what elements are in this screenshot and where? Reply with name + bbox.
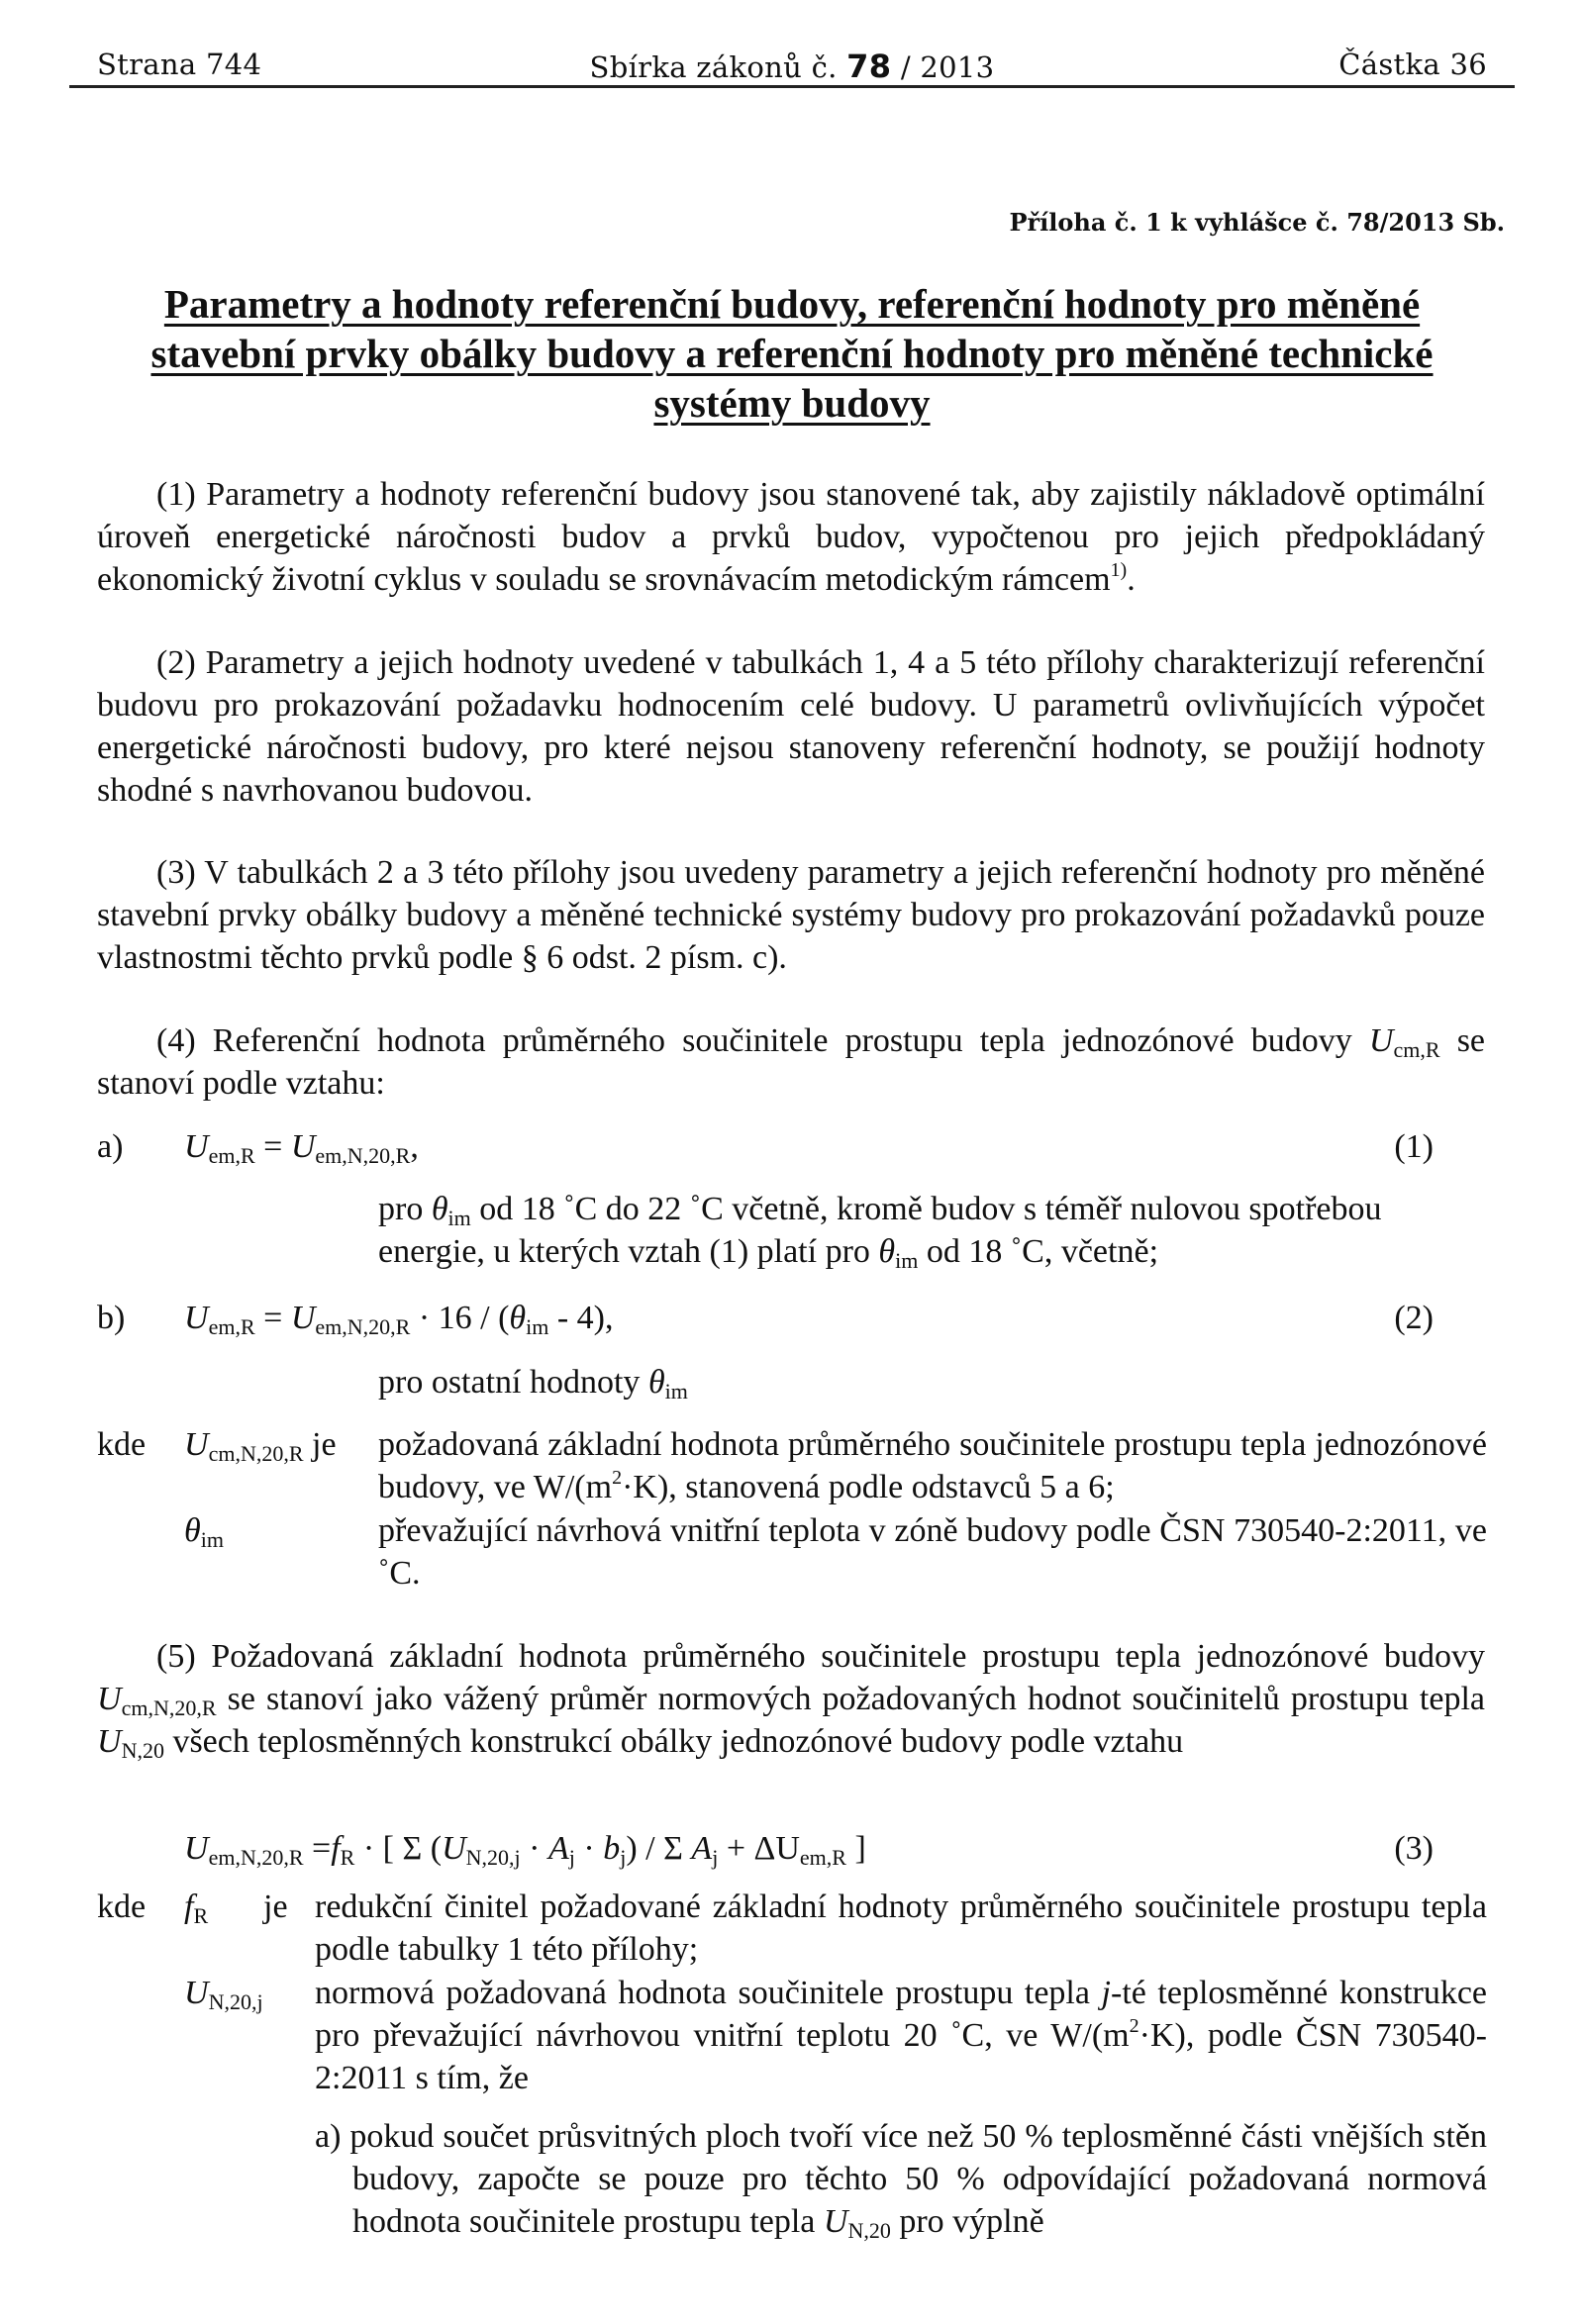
- where-1-definition-theta: převažující návrhová vnitřní teplota v zóně budovy podle ČSN 730540-2:2011, ve ˚C.: [378, 1512, 1487, 1592]
- page-number: Strana 744: [97, 48, 262, 81]
- equation-1-number: (1): [1394, 1128, 1434, 1165]
- paragraph-1: (1) Parametry a hodnoty referenční budovy jsou stanovené tak, aby zajistily nákladově optimální úroveň energetické náročnosti budov a prvků budov, vypočtenou pro jejich předpokládaný ekonomický životní cyklus v souladu se srovnávacím metodickým rámcem$^{1)}$.: [97, 476, 1485, 598]
- list-item-a: a) pokud součet průsvitných ploch tvoří více než 50 % teplosměnné části vnějších stěn budovy, započte se pouze pro těchto 50 % odpovídající požadovaná normová hodnota součinitele prostupu tepla $U_{N,20}$ pro výplně: [315, 2118, 1487, 2243]
- section-number: Částka 36: [1338, 48, 1487, 81]
- where-label-2: kde: [97, 1888, 147, 1925]
- where-label-1: kde: [97, 1426, 147, 1463]
- equation-3: $U_{em,N,20,R} =f_R$ · [ Σ $(U_{N,20,j} \cdot A_j \cdot b_j) / \Sigma$ $A_j + \Delta U_{em,R}$ ]: [184, 1830, 866, 1870]
- where-2-definition-un20j: normová požadovaná hodnota součinitele prostupu tepla j-té teplosměnné konstrukce pro převažující návrhovou vnitřní teplotu 20 ˚C, ve $W/(m^2\cdot K)$, podle ČSN 730540-2:2011 s tím, že: [315, 1975, 1488, 2096]
- equation-1: $U_{em,R} = U_{em,N,20,R}$,: [184, 1128, 419, 1168]
- collection-number: 78: [846, 48, 892, 85]
- where-1-definition-ucm: požadovaná základní hodnota průměrného součinitele prostupu tepla jednozónové budovy, ve $W/(m^2\cdot K)$, stanovená podle odstavců 5 a 6;: [378, 1426, 1487, 1505]
- equation-3-number: (3): [1394, 1830, 1434, 1867]
- page-header: [69, 36, 1515, 88]
- where-2-je: je: [263, 1888, 288, 1925]
- equation-b-label: b): [97, 1300, 126, 1336]
- equation-2-condition: pro ostatní hodnoty $\theta_{im}$: [378, 1364, 688, 1404]
- equation-1-condition-line-2: energie, u kterých vztah (1) platí pro $\theta_{im}$ od 18 ˚C, včetně;: [378, 1233, 1159, 1273]
- footnote-ref: 1): [1110, 559, 1128, 581]
- where-1-symbol-theta: $\theta_{im}$: [184, 1512, 224, 1552]
- where-2-symbol-un20j: $U_{N,20,j}$: [184, 1975, 263, 2014]
- annex-label: Příloha č. 1 k vyhlášce č. 78/2013 Sb.: [1009, 208, 1505, 237]
- paragraph-4: (4) Referenční hodnota průměrného součinitele prostupu tepla jednozónové budovy $U_{cm,R}$ se stanoví podle vztahu:: [97, 1022, 1486, 1102]
- paragraph-2: (2) Parametry a jejich hodnoty uvedené v tabulkách 1, 4 a 5 této přílohy charakterizují referenční budovu pro prokazování požadavku hodnocením celé budovy. U parametrů ovlivňujících výpočet energetické náročnosti budovy, pro které nejsou stanoveny referenční hodnoty, se použijí hodnoty shodné s navrhovanou budovou.: [97, 644, 1485, 809]
- document-title: Parametry a hodnoty referenční budovy, referenční hodnoty pro měněné stavební prvky obálky budovy a referenční hodnoty pro měněné technické systémy budovy: [150, 281, 1434, 426]
- equation-1-condition-line-1: pro $\theta_{im}$ od 18 ˚C do 22 ˚C včetně, kromě budov s téměř nulovou spotřebou: [378, 1191, 1382, 1230]
- equation-2-number: (2): [1394, 1300, 1434, 1336]
- equation-2: $U_{em,R} = U_{em,N,20,R} \cdot 16 / (\theta_{im} - 4)$,: [184, 1300, 614, 1339]
- collection-reference: Sbírka zákonů č. 78 / 2013: [589, 48, 995, 85]
- where-2-symbol-fr: $f_R$: [184, 1888, 209, 1928]
- where-2-definition-fr: redukční činitel požadované základní hodnoty průměrného součinitele prostupu tepla podle tabulky 1 této přílohy;: [315, 1888, 1487, 1968]
- equation-a-label: a): [97, 1128, 124, 1165]
- paragraph-5: (5) Požadovaná základní hodnota průměrného součinitele prostupu tepla jednozónové budovy $U_{cm,N,20,R}$ se stanoví jako vážený průměr normových požadovaných hodnot součinitelů prostupu tepla $U_{N,20}$ všech teplosměnných konstrukcí obálky jednozónové budovy podle vztahu: [97, 1638, 1485, 1763]
- where-1-symbol-ucm: $U_{cm,N,20,R}$ je: [184, 1426, 337, 1466]
- paragraph-3: (3) V tabulkách 2 a 3 této přílohy jsou uvedeny parametry a jejich referenční hodnoty pro měněné stavební prvky obálky budovy a měněné technické systémy budovy pro prokazování požadavků pouze vlastnostmi těchto prvků podle § 6 odst. 2 písm. c).: [97, 854, 1485, 976]
